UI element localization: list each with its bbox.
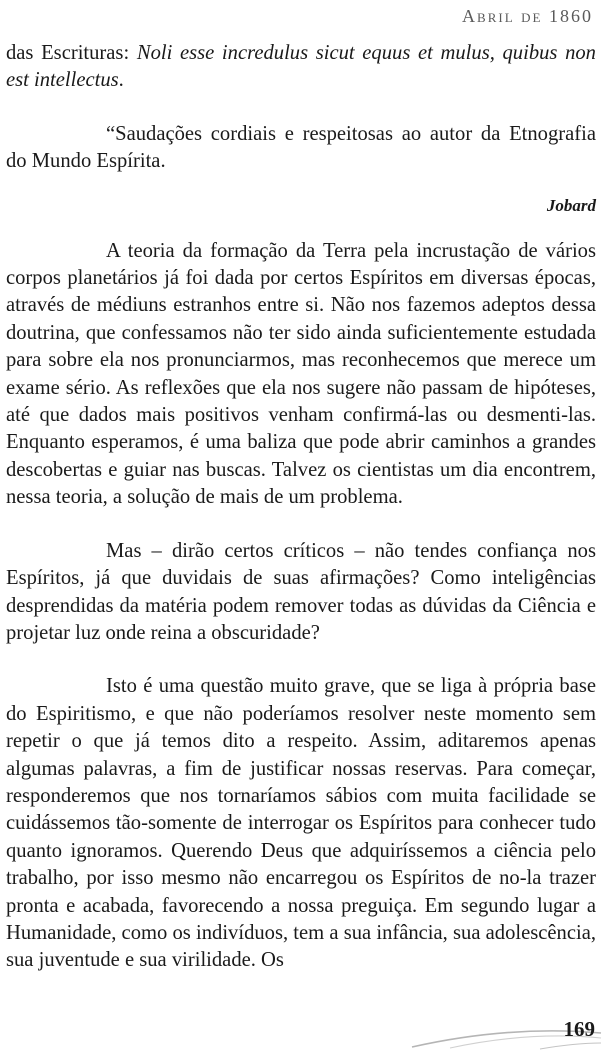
signature: Jobard bbox=[546, 195, 596, 215]
running-header: Abril de 1860 bbox=[462, 6, 593, 26]
paragraph-question: Isto é uma questão muito grave, que se liga à própria base do Espiritismo, e que não poderíamos resolver neste momento sem repetir o que já temos dito a respeito. Assim, aditaremos apenas algumas palavras, a fim de justificar nossas reservas. Para começar, responderemos que nos tornaríamos sábios com muita facilidade se cuidássemos tão-somente de interrogar os Espíritos para conhecer tudo quanto ignoramos. Querendo Deus que adquiríssemos a ciência pelo trabalho, por isso mesmo não encarregou os Espíritos de no-la trazer pronta e acabada, favorecendo a nossa preguiça. Em segundo lugar a Humanidade, como os indivíduos, tem a sua infância, sua adolescência, sua juventude e sua virilidade. Os bbox=[6, 675, 596, 972]
paragraph-end: . bbox=[118, 69, 124, 92]
paragraph-greeting: “Saudações cordiais e respeitosas ao autor da Etnografia do Mundo Espírita. bbox=[6, 122, 596, 173]
page-footer bbox=[0, 1005, 603, 1055]
paragraph-scripture-quote bbox=[6, 40, 596, 95]
paragraph-critics: Mas – dirão certos críticos – não tendes confiança nos Espíritos, já que duvidais de suas afirmações? Como inteligências desprendidas da matéria podem remover todas as dúvidas da Ciência e projetar luz onde reina a obscuridade? bbox=[6, 539, 596, 644]
paragraph-earth-theory: A teoria da formação da Terra pela incrustação de vários corpos planetários já foi dada por certos Espíritos em diversas épocas, através de médiuns estranhos entre si. Não nos fazemos adeptos dessa doutrina, que confessamos não ter sido ainda suficientemente estudada para sobre ela nos pronunciarmos, mas reconhecemos que merece um exame sério. As reflexões que ela nos sugere não passam de hipóteses, até que dados mais positivos venham confirmá-las ou desmenti-las. Enquanto esperamos, é uma baliza que pode abrir caminhos a grandes descobertas e guiar nas buscas. Talvez os cientistas um dia encontrem, nessa teoria, a solução de mais de um problema. bbox=[6, 239, 596, 509]
page-body bbox=[6, 40, 596, 1001]
paragraph-lead: das Escrituras: bbox=[6, 42, 137, 64]
page-number: 169 bbox=[563, 1017, 595, 1041]
latin-quote: Noli esse incredulus sicut equus et mulus, quibus non est intellectus bbox=[6, 42, 596, 92]
